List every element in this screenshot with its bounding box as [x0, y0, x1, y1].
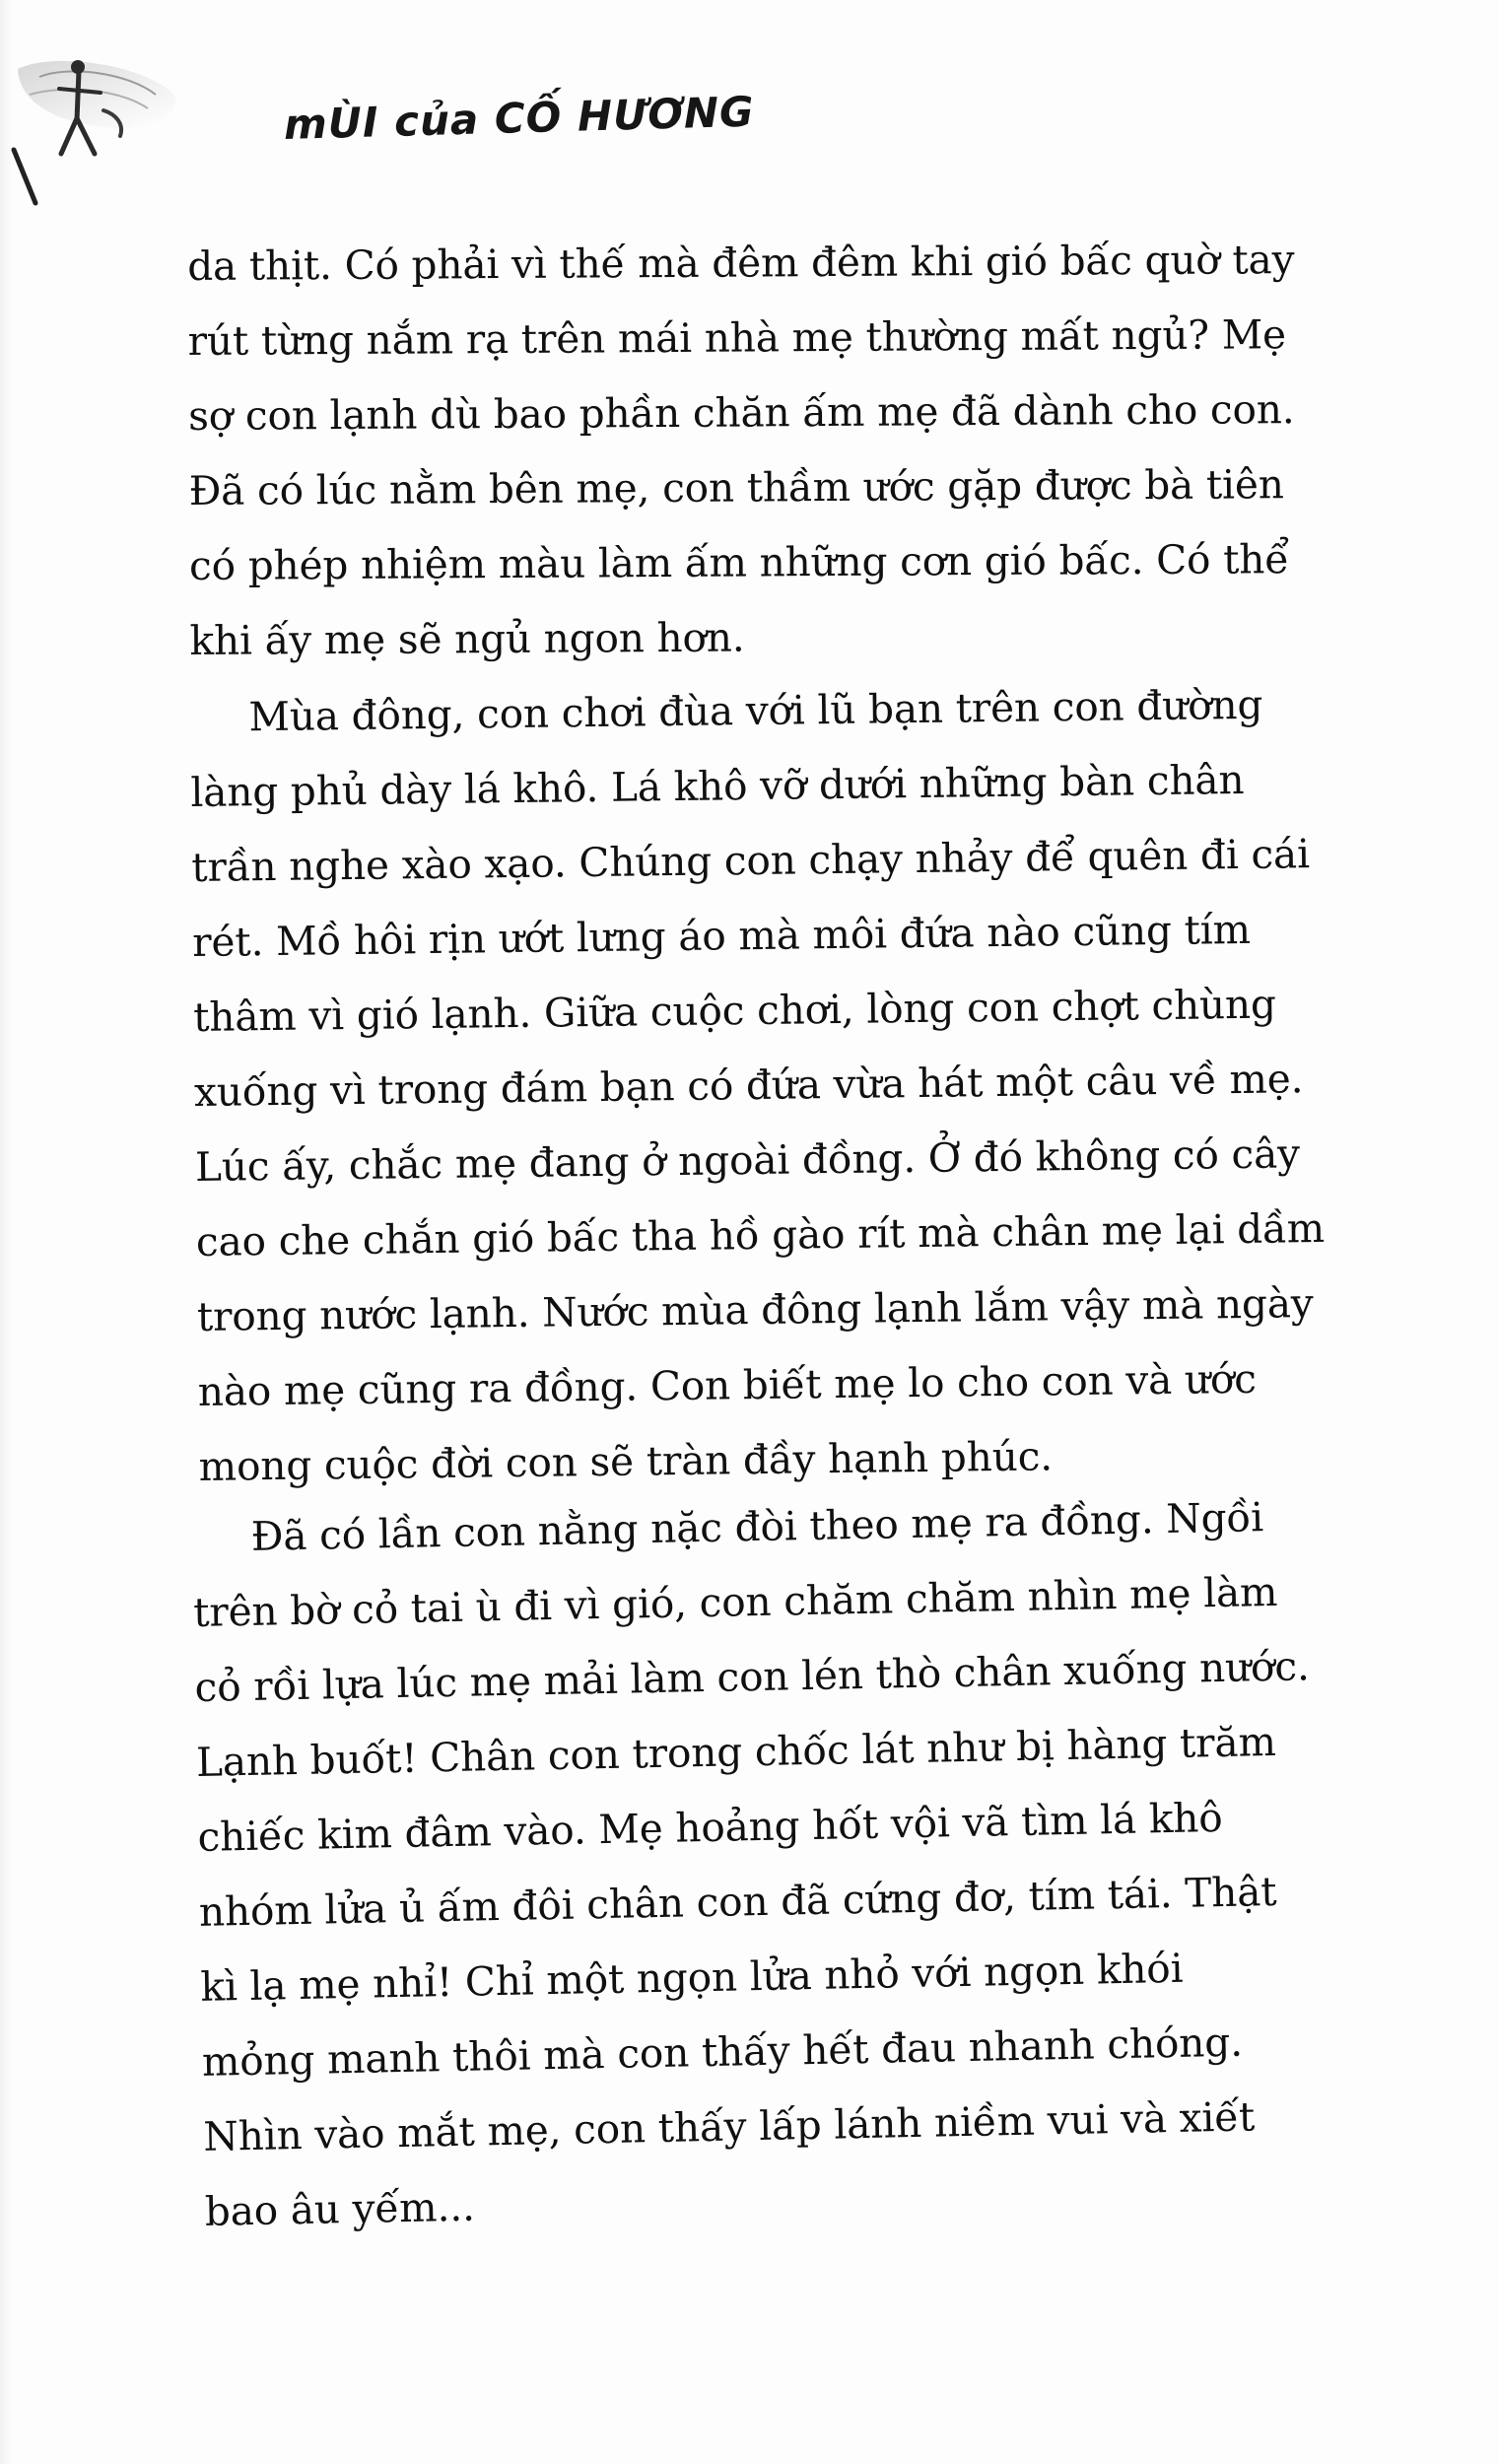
paragraph-2 — [189, 665, 1382, 1504]
paragraph-line: khi ấy mẹ sẽ ngủ ngon hơn. — [189, 613, 745, 664]
paragraph-line: trong nước lạnh. Nước mùa đông lạnh lắm vậy mà ngày — [196, 1279, 1314, 1340]
page-header — [0, 39, 1498, 197]
paragraph-line: da thịt. Có phải vì thế mà đêm đêm khi gió bấc quờ tay — [187, 236, 1295, 290]
paragraph-3 — [191, 1477, 1393, 2249]
paragraph-line: cỏ rồi lựa lúc mẹ mải làm con lén thò chân xuống nước. — [194, 1642, 1311, 1711]
paragraph-line: nào mẹ cũng ra đồng. Con biết mẹ lo cho con và ước — [197, 1354, 1258, 1415]
paragraph-line: cao che chắn gió bấc tha hồ gào rít mà chân mẹ lại dầm — [195, 1203, 1326, 1266]
paragraph-line: trần nghe xào xạo. Chúng con chạy nhảy để quên đi cái — [191, 830, 1311, 891]
paragraph-line: xuống vì trong đám bạn có đứa vừa hát một câu về mẹ. — [193, 1055, 1304, 1116]
running-title: mÙI của CỐ HƯƠNG — [283, 87, 756, 149]
paragraph-1 — [187, 222, 1373, 678]
paragraph-line: Đã có lúc nằm bên mẹ, con thầm ước gặp được bà tiên — [188, 460, 1284, 514]
paragraph-line: sợ con lạnh dù bao phần chăn ấm mẹ đã dành cho con. — [188, 385, 1295, 440]
corner-sketch-icon — [10, 59, 237, 246]
paragraph-line: rét. Mồ hôi rịn ướt lưng áo mà môi đứa nào cũng tím — [191, 905, 1252, 966]
paragraph-line: rút từng nắm rạ trên mái nhà mẹ thường mất ngủ? Mẹ — [187, 310, 1287, 365]
paragraph-line: nhóm lửa ủ ấm đôi chân con đã cứng đơ, tím tái. Thật — [198, 1867, 1277, 1936]
scan-edge — [0, 0, 14, 2464]
paragraph-line: Mùa đông, con chơi đùa với lũ bạn trên con đường — [248, 680, 1263, 741]
paragraph-line: mỏng manh thôi mà con thấy hết đau nhanh chóng. — [201, 2018, 1244, 2086]
paragraph-line: kì lạ mẹ nhỉ! Chỉ một ngọn lửa nhỏ với ngọn khói — [200, 1944, 1184, 2011]
paragraph-line: Nhìn vào mắt mẹ, con thấy lấp lánh niềm vui và xiết — [202, 2092, 1256, 2160]
paragraph-line: bao âu yếm... — [204, 2182, 476, 2235]
paragraph-line: Lúc ấy, chắc mẹ đang ở ngoài đồng. Ở đó không có cây — [194, 1129, 1301, 1191]
paragraph-line: Đã có lần con nằng nặc đòi theo mẹ ra đồng. Ngồi — [250, 1493, 1264, 1560]
paragraph-line: có phép nhiệm màu làm ấm những cơn gió bấc. Có thể — [188, 535, 1290, 589]
paragraph-line: chiếc kim đâm vào. Mẹ hoảng hốt vội vã tìm lá khô — [197, 1793, 1223, 1861]
paragraph-line: Lạnh buốt! Chân con trong chốc lát như bị hàng trăm — [195, 1717, 1277, 1786]
paragraph-line: thâm vì gió lạnh. Giữa cuộc chơi, lòng con chợt chùng — [192, 980, 1277, 1041]
paragraph-line: làng phủ dày lá khô. Lá khô vỡ dưới những bàn chân — [190, 755, 1245, 816]
paragraph-line: trên bờ cỏ tai ù đi vì gió, con chăm chăm nhìn mẹ làm — [192, 1567, 1278, 1636]
paragraph-line: mong cuộc đời con sẽ tràn đầy hạnh phúc. — [198, 1432, 1054, 1490]
